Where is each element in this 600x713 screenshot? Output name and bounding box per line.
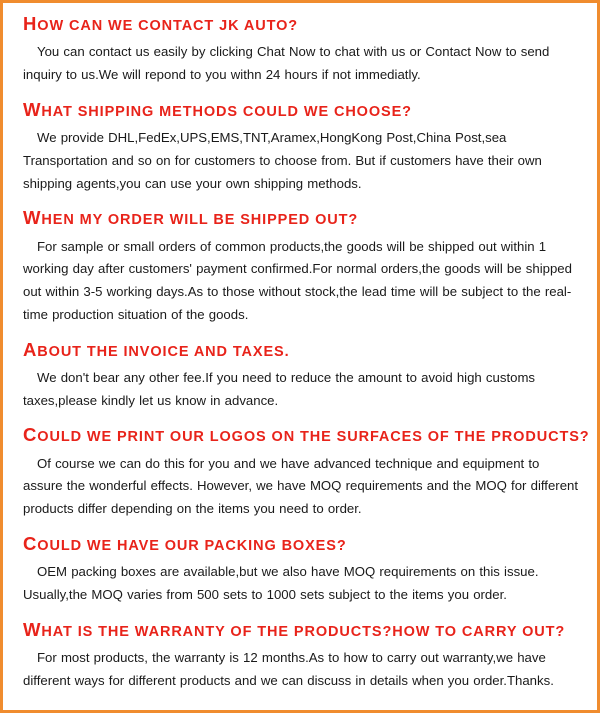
faq-question-initial: W	[23, 618, 42, 640]
faq-question-text: HAT SHIPPING METHODS COULD WE CHOOSE?	[41, 103, 412, 120]
faq-answer: Of course we can do this for you and we have advanced technique and equipment to assure the wonderful effects. However, we have MOQ requirements and the MOQ for different products differ depending on the items you need to order.	[23, 455, 579, 517]
faq-question-text: OULD WE HAVE OUR PACKING BOXES?	[37, 537, 347, 554]
faq-answer: OEM packing boxes are available,but we also have MOQ requirements on this issue. Usually,the MOQ varies from 500 sets to 1000 sets subject to the items you order.	[23, 564, 539, 602]
faq-item	[23, 15, 579, 87]
faq-question-initial: C	[23, 424, 38, 446]
faq-answer: We provide DHL,FedEx,UPS,EMS,TNT,Aramex,HongKong Post,China Post,sea Transportation and so on for customers to choose from. But if customers have their own shipping agents,you can use your own shipping methods.	[23, 130, 542, 191]
faq-item	[23, 424, 590, 521]
faq-question	[23, 532, 579, 555]
faq-answer: You can contact us easily by clicking Chat Now to chat with us or Contact Now to send inquiry to us.We will repond to you withn 24 hours if not immediatly.	[23, 44, 550, 83]
faq-question	[23, 98, 579, 121]
faq-question-initial: W	[23, 207, 42, 229]
faq-question	[23, 424, 590, 446]
faq-answer: For sample or small orders of common products,the goods will be shipped out within 1 working day after customers' payment confirmed.For normal orders,the goods will be shipped out within 3-5 working days.As to those without stock,the lead time will be subject to the real-time production situation of the goods.	[23, 238, 572, 322]
faq-question-text: OW CAN WE CONTACT JK AUTO?	[37, 18, 299, 34]
faq-question-initial: A	[23, 338, 38, 360]
faq-question	[23, 618, 579, 641]
faq-question-initial: H	[23, 13, 38, 34]
faq-question	[23, 338, 579, 361]
faq-item	[23, 209, 579, 326]
faq-question-initial: C	[23, 532, 38, 554]
faq-question	[23, 15, 579, 35]
faq-item	[23, 618, 579, 693]
faq-item	[23, 98, 579, 196]
faq-item	[23, 532, 579, 607]
faq-answer: We don't bear any other fee.If you need to reduce the amount to avoid high customs taxes,please kindly let us know in advance.	[23, 369, 536, 408]
faq-answer: For most products, the warranty is 12 months.As to how to carry out warranty,we have different ways for different products and we can discuss in details when you order.Thanks.	[23, 649, 554, 688]
faq-question	[23, 209, 579, 229]
faq-question-text: HEN MY ORDER WILL BE SHIPPED OUT?	[41, 212, 359, 229]
faq-question-text: BOUT THE INVOICE AND TAXES.	[37, 343, 290, 360]
faq-question-text: HAT IS THE WARRANTY OF THE PRODUCTS?HOW TO CARRY OUT?	[41, 623, 566, 640]
faq-item	[23, 338, 579, 413]
faq-question-initial: W	[23, 98, 42, 120]
faq-question-text: OULD WE PRINT OUR LOGOS ON THE SURFACES OF THE PRODUCTS?	[37, 429, 590, 446]
